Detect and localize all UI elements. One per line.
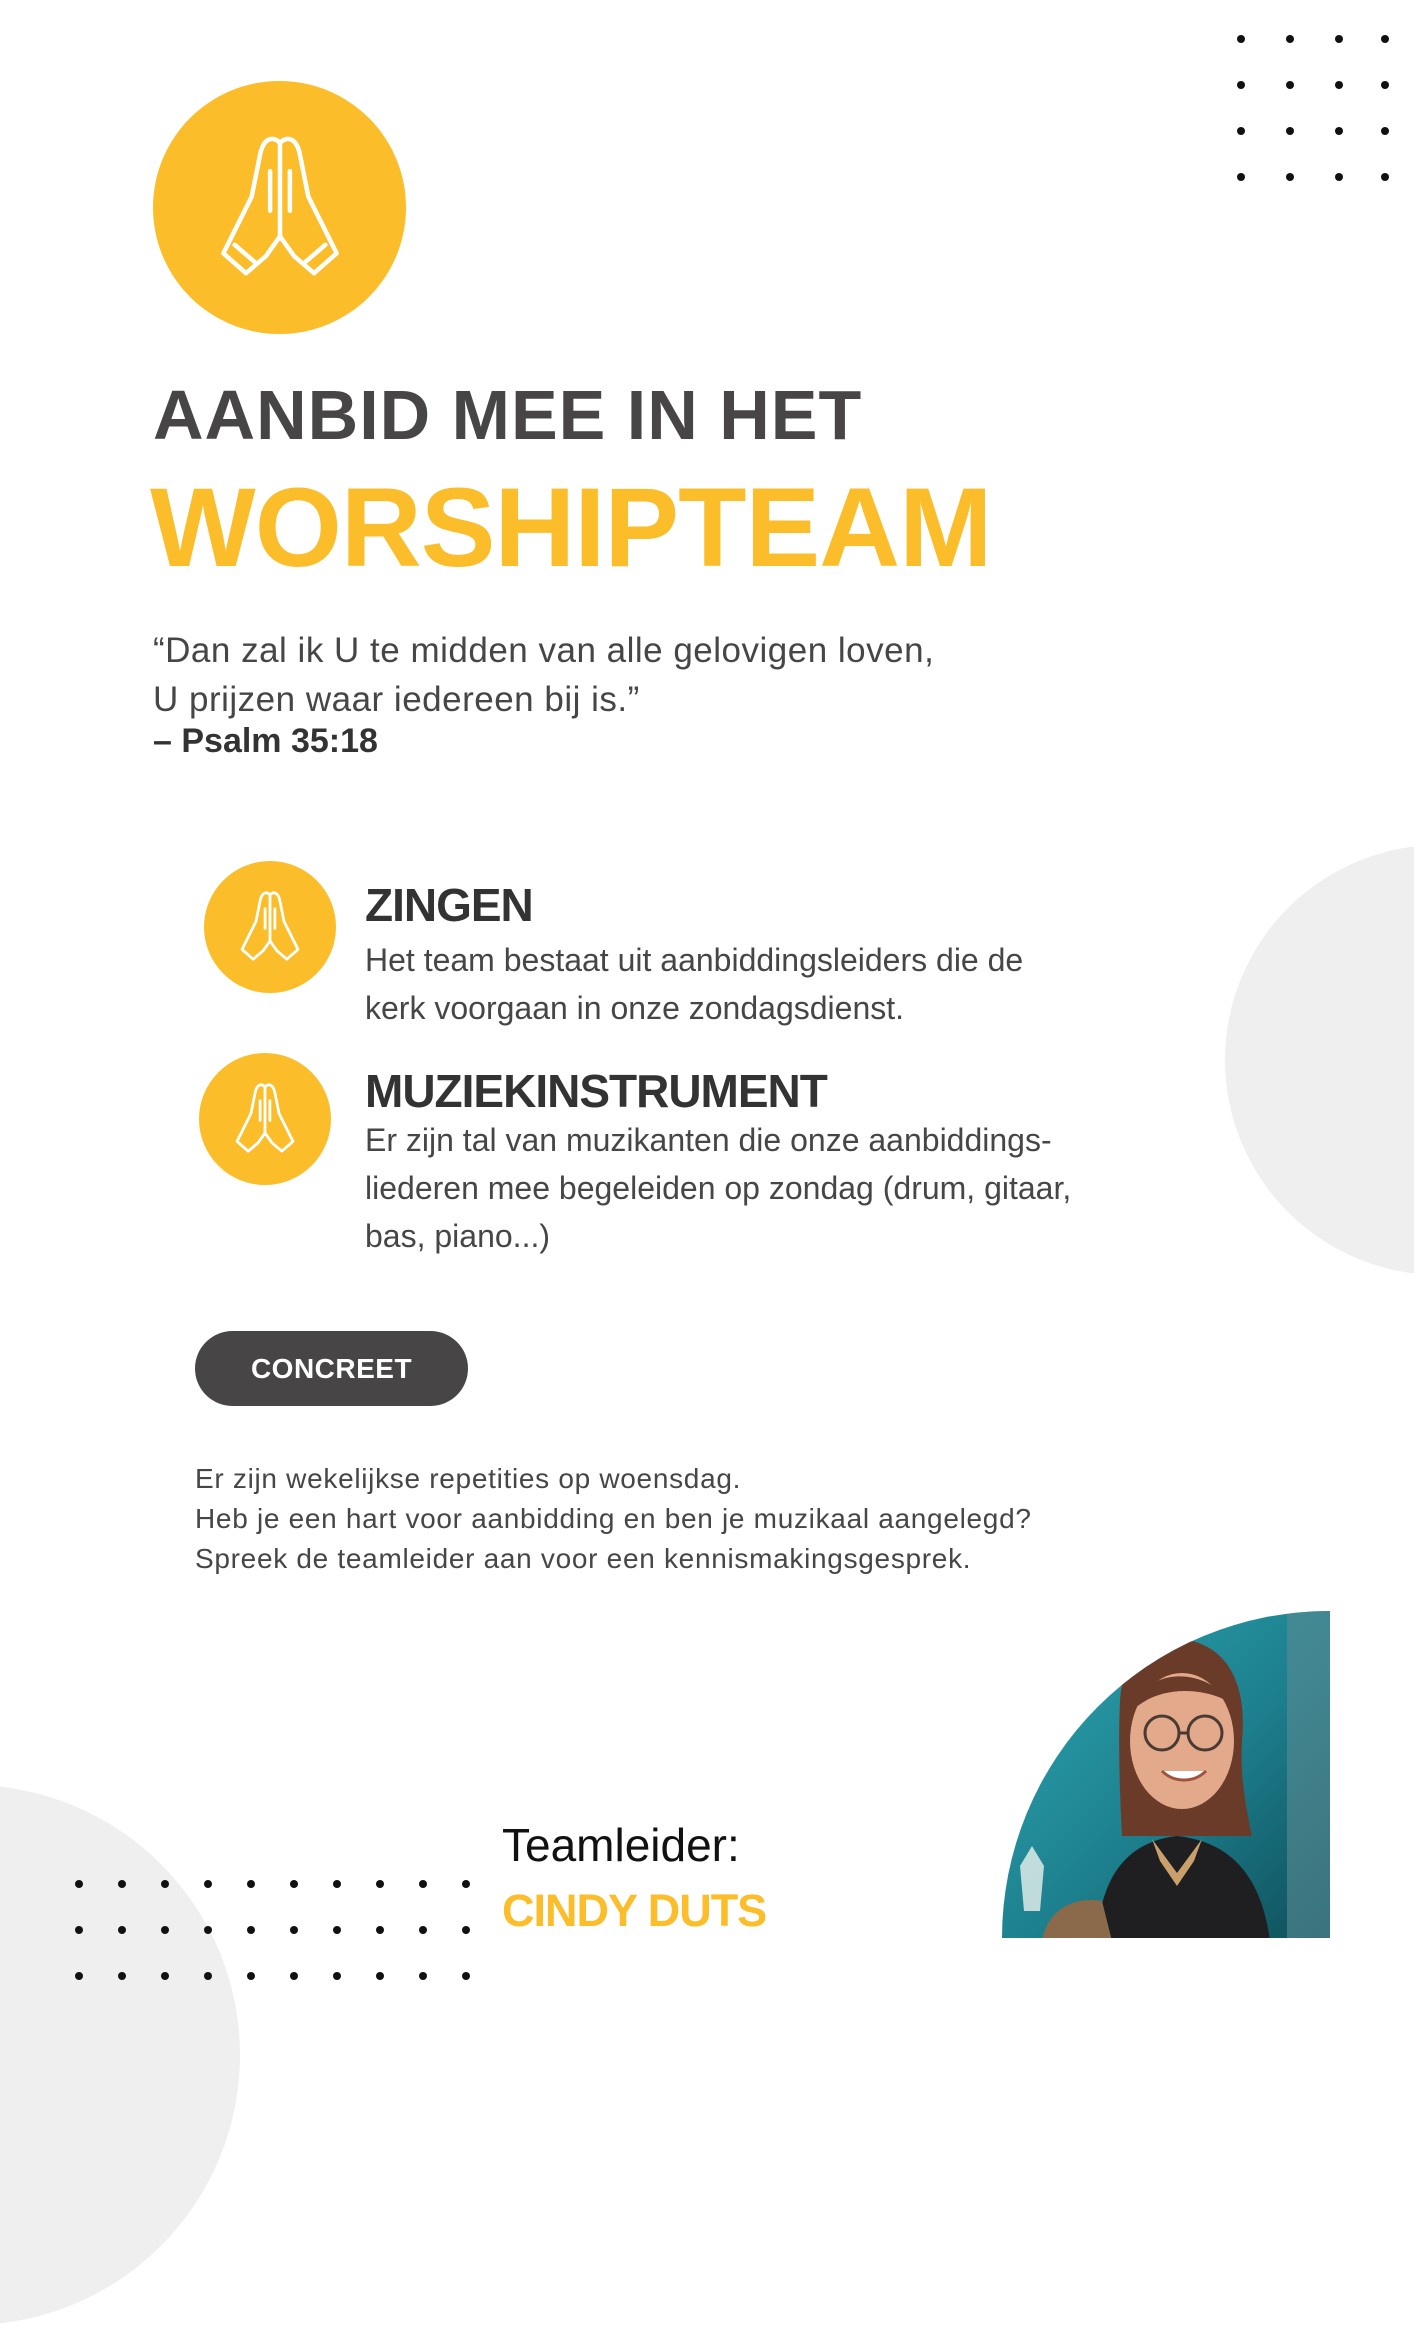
item-icon-zingen <box>204 861 336 993</box>
headline-line2: WORSHIPTEAM <box>150 465 992 590</box>
team-leader-label: Teamleider: <box>502 1819 740 1871</box>
hero-icon-circle <box>153 81 406 334</box>
item-desc-line: Er zijn tal van muzikanten die onze aanbiddings- <box>365 1122 1052 1158</box>
item-desc-line: Het team bestaat uit aanbiddingsleiders die de <box>365 942 1024 978</box>
item-title-zingen: ZINGEN <box>365 879 533 931</box>
praying-hands-icon <box>230 1075 300 1163</box>
team-leader-photo <box>1002 1611 1330 1938</box>
bible-quote <box>153 626 934 724</box>
team-leader-name: CINDY DUTS <box>502 1885 767 1936</box>
item-desc-line: kerk voorgaan in onze zondagsdienst. <box>365 990 905 1026</box>
concreet-line2: Heb je een hart voor aanbidding en ben je muzikaal aangelegd? <box>195 1503 1032 1534</box>
item-desc-zingen <box>365 936 1023 1032</box>
item-desc-line: bas, piano...) <box>365 1218 550 1254</box>
concreet-line3: Spreek de teamleider aan voor een kennismakingsgesprek. <box>195 1543 972 1574</box>
concreet-badge: CONCREET <box>195 1331 468 1406</box>
praying-hands-icon <box>209 123 351 293</box>
concreet-line1: Er zijn wekelijkse repetities op woensdag. <box>195 1463 742 1494</box>
item-desc-line: liederen mee begeleiden op zondag (drum, gitaar, <box>365 1170 1072 1206</box>
item-desc-muziekinstrument <box>365 1116 1071 1260</box>
item-muziekinstrument <box>365 1065 1072 1260</box>
quote-reference: – Psalm 35:18 <box>153 722 378 760</box>
item-title-muziekinstrument: MUZIEKINSTRUMENT <box>365 1065 827 1117</box>
praying-hands-icon <box>235 883 305 971</box>
quote-line2: U prijzen waar iedereen bij is.” <box>153 680 640 719</box>
dot-grid-bottom-left <box>0 1860 480 2000</box>
decorative-circle-right <box>1225 845 1414 1275</box>
item-icon-muziekinstrument <box>199 1053 331 1185</box>
item-zingen <box>365 879 1024 1032</box>
quote-line1: “Dan zal ik U te midden van alle gelovigen loven, <box>153 631 935 670</box>
headline-line1: AANBID MEE IN HET <box>153 376 863 454</box>
concreet-text <box>195 1459 1032 1579</box>
